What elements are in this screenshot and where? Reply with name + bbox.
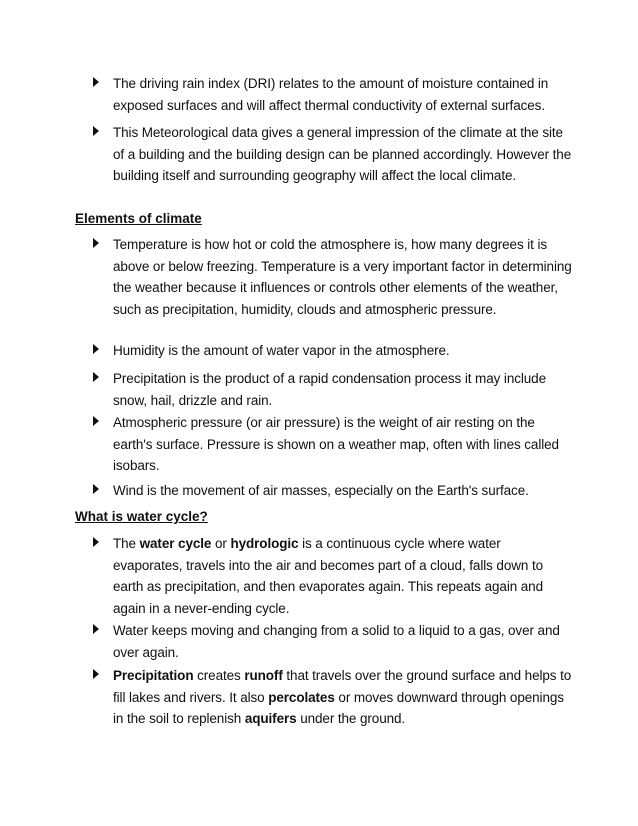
bullet-text: The water cycle or hydrologic is a continuous cycle where water evaporates, travels into the air and becomes part of a cloud, falls down to earth as precipitation, and then evaporates again. This repeats again and again in a never-ending cycle. xyxy=(113,536,544,616)
bullet-arrow-icon xyxy=(93,484,99,494)
bullet-item-runoff xyxy=(93,665,573,730)
bullet-item-water-states xyxy=(93,620,573,663)
bullet-item-dri xyxy=(93,73,573,116)
bullet-item-atmospheric-pressure xyxy=(93,412,573,477)
bullet-arrow-icon xyxy=(93,624,99,634)
bullet-text: Temperature is how hot or cold the atmosphere is, how many degrees it is above or below freezing. Temperature is a very important factor in determining the weather because it influences or controls other elements of the weather, such as precipitation, humidity, clouds and atmospheric pressure. xyxy=(113,237,572,317)
bullet-text: Precipitation is the product of a rapid condensation process it may include snow, hail, drizzle and rain. xyxy=(113,371,546,408)
bullet-text: Precipitation creates runoff that travels over the ground surface and helps to fill lakes and rivers. It also percolates or moves downward through openings in the soil to replenish aquifers under the ground. xyxy=(113,668,572,726)
heading-what-is-water-cycle: What is water cycle? xyxy=(75,509,208,524)
bullet-arrow-icon xyxy=(93,537,99,547)
bullet-item-meteorological-data xyxy=(93,122,573,187)
bullet-text: Wind is the movement of air masses, especially on the Earth's surface. xyxy=(113,483,529,498)
bullet-arrow-icon xyxy=(93,669,99,679)
bullet-text: The driving rain index (DRI) relates to the amount of moisture contained in exposed surfaces and will affect thermal conductivity of external surfaces. xyxy=(113,76,549,113)
bullet-item-precipitation xyxy=(93,368,573,411)
bullet-text: This Meteorological data gives a general impression of the climate at the site of a building and the building design can be planned accordingly. However the building itself and surrounding geography will affect the local climate. xyxy=(113,125,572,183)
bullet-item-water-cycle xyxy=(93,533,573,619)
bullet-arrow-icon xyxy=(93,77,99,87)
bullet-item-temperature xyxy=(93,234,573,320)
bullet-arrow-icon xyxy=(93,344,99,354)
bullet-arrow-icon xyxy=(93,238,99,248)
heading-elements-of-climate: Elements of climate xyxy=(75,211,202,226)
bullet-item-humidity xyxy=(93,340,573,362)
bullet-arrow-icon xyxy=(93,372,99,382)
bullet-text: Humidity is the amount of water vapor in the atmosphere. xyxy=(113,343,450,358)
bullet-text: Water keeps moving and changing from a solid to a liquid to a gas, over and over again. xyxy=(113,623,560,660)
bullet-arrow-icon xyxy=(93,126,99,136)
bullet-item-wind xyxy=(93,480,573,502)
bullet-text: Atmospheric pressure (or air pressure) is the weight of air resting on the earth's surface. Pressure is shown on a weather map, often with lines called isobars. xyxy=(113,415,559,473)
bullet-arrow-icon xyxy=(93,416,99,426)
